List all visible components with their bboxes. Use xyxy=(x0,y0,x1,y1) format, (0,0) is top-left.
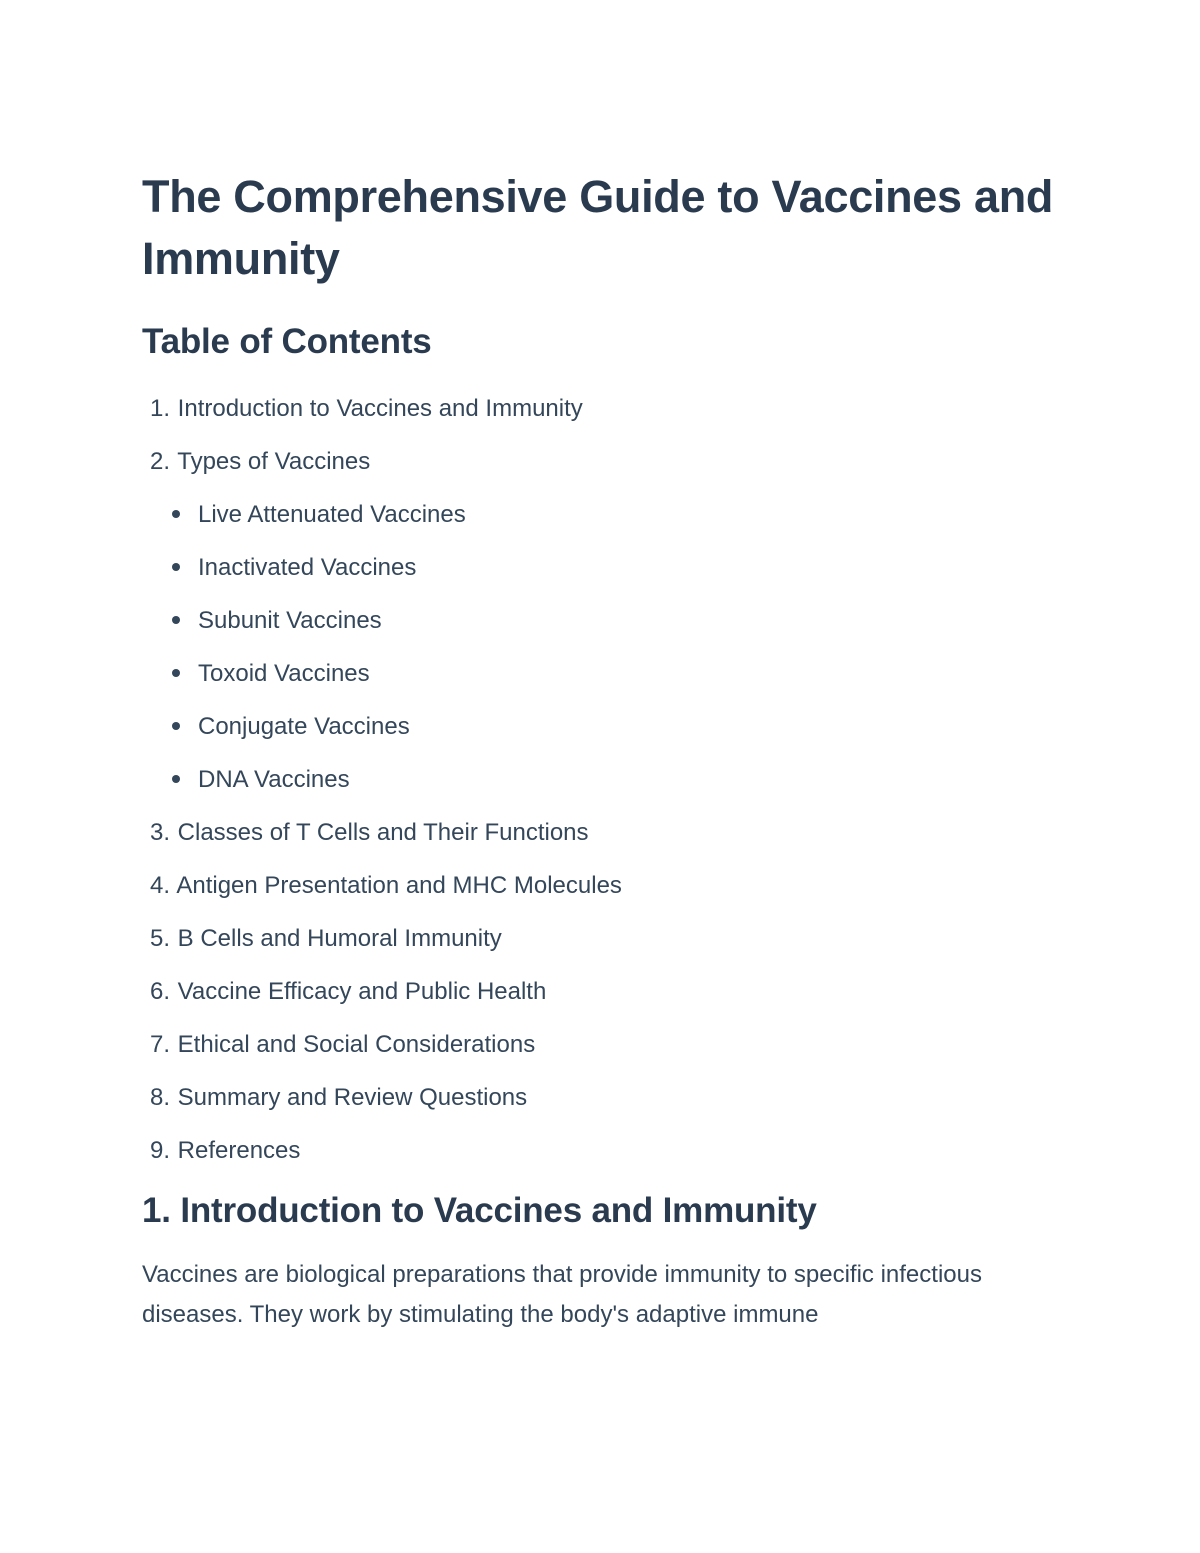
bullet-icon xyxy=(172,563,180,571)
toc-item-number: 1. xyxy=(149,395,170,422)
toc-subitem-label: Inactivated Vaccines xyxy=(198,554,417,581)
toc-subitem-label: DNA Vaccines xyxy=(198,766,350,793)
toc-item-label: References xyxy=(177,1137,301,1164)
toc-item-number: 6. xyxy=(149,978,170,1005)
toc-subitem[interactable] xyxy=(172,500,1062,530)
bullet-icon xyxy=(172,510,180,518)
toc-subitem-label: Conjugate Vaccines xyxy=(198,713,410,740)
toc-item-number: 5. xyxy=(149,925,170,952)
section-paragraph: Vaccines are biological preparations that provide immunity to specific infectious diseases. They work by stimulating the body's adaptive immune xyxy=(142,1261,982,1328)
toc-item-number: 8. xyxy=(149,1084,170,1111)
toc-subitem-label: Live Attenuated Vaccines xyxy=(198,501,466,528)
toc-subitem[interactable] xyxy=(172,712,1062,742)
toc-subitem[interactable] xyxy=(172,765,1062,795)
toc-subitem-label: Toxoid Vaccines xyxy=(198,660,370,687)
toc-heading: Table of Contents xyxy=(142,322,432,361)
toc-sublist xyxy=(142,500,1062,795)
toc-item-label: Antigen Presentation and MHC Molecules xyxy=(176,872,622,899)
toc-subitem[interactable] xyxy=(172,553,1062,583)
toc-subitem[interactable] xyxy=(172,659,1062,689)
toc-item-summary[interactable] xyxy=(142,1083,1062,1113)
document-page xyxy=(142,166,1062,1335)
toc-item-vaccine-efficacy[interactable] xyxy=(142,977,1062,1007)
toc-item-number: 9. xyxy=(149,1137,170,1164)
section-heading: 1. Introduction to Vaccines and Immunity xyxy=(142,1191,817,1230)
toc-item-label: Ethical and Social Considerations xyxy=(177,1031,536,1058)
toc-item-t-cells[interactable] xyxy=(142,818,1062,848)
toc-item-antigen-presentation[interactable] xyxy=(142,871,1062,901)
toc-item-references[interactable] xyxy=(142,1136,1062,1166)
bullet-icon xyxy=(172,669,180,677)
toc-item-number: 2. xyxy=(149,448,170,475)
toc-item-label: Introduction to Vaccines and Immunity xyxy=(177,395,583,422)
toc-subitem-label: Subunit Vaccines xyxy=(198,607,382,634)
toc-item-label: Types of Vaccines xyxy=(177,448,371,475)
toc-item-label: B Cells and Humoral Immunity xyxy=(177,925,502,952)
toc-item-ethical-considerations[interactable] xyxy=(142,1030,1062,1060)
toc-item-number: 3. xyxy=(149,819,170,846)
toc-item-label: Vaccine Efficacy and Public Health xyxy=(177,978,547,1005)
table-of-contents xyxy=(142,394,1062,1166)
toc-item-introduction[interactable] xyxy=(142,394,1062,424)
bullet-icon xyxy=(172,722,180,730)
toc-item-label: Summary and Review Questions xyxy=(177,1084,528,1111)
toc-item-number: 4. xyxy=(149,872,170,899)
document-title: The Comprehensive Guide to Vaccines and Immunity xyxy=(142,171,1054,284)
toc-item-number: 7. xyxy=(149,1031,170,1058)
toc-item-label: Classes of T Cells and Their Functions xyxy=(177,819,589,846)
toc-item-types-of-vaccines[interactable] xyxy=(142,447,1062,795)
bullet-icon xyxy=(172,775,180,783)
bullet-icon xyxy=(172,616,180,624)
toc-item-b-cells[interactable] xyxy=(142,924,1062,954)
toc-subitem[interactable] xyxy=(172,606,1062,636)
